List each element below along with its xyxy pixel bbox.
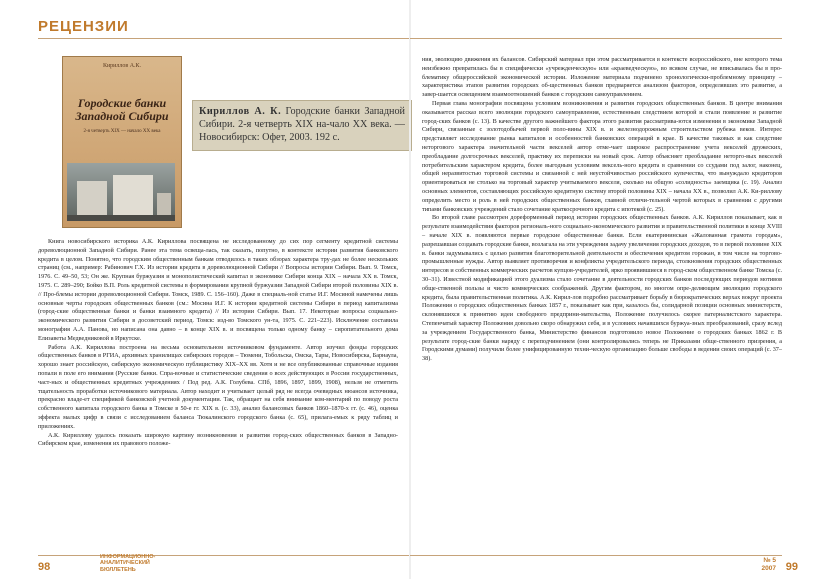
issue-info (762, 557, 776, 573)
cover-photo (67, 163, 175, 221)
brand-line: АНАЛИТИЧЕСКИЙ (100, 560, 150, 566)
left-page-number: 98 (38, 561, 51, 573)
footer-rule (410, 555, 782, 556)
footer-rule (38, 555, 410, 556)
paragraph: Работа А.К. Кириллова построена на весьма основательном источниковом фундаменте. Автор изучил фонды городских общественных банков в РГИА, архивных хранилищах сибирских городов – Тюмени, Тобольска, Омска, Тары, Новосибирска, Барнаула, хорошо знает российскую, сибирскую экономическую публицистику XIX–XX вв. Хотя и не все опубликованные справочные издания попали в поле его внимания (Русские банки. Спра-вочные и статистические сведения о всех действующих в России государственных, част-ных и общественных кредитных учреждениях / Под ред. А.К. Голубева. СПб, 1896, 1897, 1899, 1908), нельзя не отметить тщательность проработки источникового материала. Автор находит и учитывает целый ряд не всегда очевидных нюансов источника, прекрасно владе-ет спецификой банковской учетной документации. Так, обращает на себя внимание ком-ментарий по поводу роста собственного капитала городского банка в Томске в 50-е гг. XIX в. (с. 33), анализ балансовых банков 1860–1870-х гг. (с. 46), оценка эффекта малых цифр в связи с исследованием баланса Тюкалинского городского банка (с. 65), прилага-емых к ряду таблиц и приложениях. (38, 343, 398, 430)
cover-author: Кириллов А.К. (102, 63, 142, 69)
cover-subtitle: 2-я четверть XIX — начало XX века (83, 129, 161, 134)
right-page-number: 99 (785, 561, 798, 573)
paragraph: ния, эволюцию движения их балансов. Сибирский материал при этом рассматривается в контексте всероссийского, вне которого тема неизбежно превратилась бы в специфически «учрежденческую» или «краеведческую», во всяком случае, не вписывалась бы в про-блематику общероссийской экономической истории. Изложение материала подчинено хронологически-проблемному принципу – характеристика этапов развития городских об-щественных банков предваряется анализом факторов, определявших это развитие, а завер-шается освещением взаимоотношений банков с городским самоуправлением. (422, 56, 782, 99)
brand-line: БЮЛЛЕТЕНЬ (100, 566, 136, 573)
right-page (410, 0, 820, 579)
cover-title: Городские банки Западной Сибири (75, 96, 169, 123)
header-rule (38, 38, 410, 39)
paragraph: А.К. Кириллову удалось показать широкую картину возникновения и развития город-ских общественных банков в Западно-Сибирском крае, изменения их правового положе- (38, 431, 398, 448)
right-body-text (422, 56, 782, 364)
journal-brand (100, 554, 155, 574)
paragraph: Во второй главе рассмотрен дореформенный период истории городских общественных банков. А.К. Кириллов показывает, как в результате взаимодействия факторов региональ-ного социально-экономического развития и правительственной политики в конце XVIII – начале XIX в. появляются первые городские общественные банки. Если екатерининская «Жалованная грамота городам», разрешавшая создавать городские банки, возлагала на эти учреждения задачу увеличения городских доходов, то в первой половине XIX в. банки задумывались с целью развития благотворительной деятельности и обеспечения кредитом горожан, в том числе на торгово-промышленные нужды. Автор выявляет противоречия и конфликты учредительского периода, столкновения городских общественных интересов и собственных коммерческих расчетов купцов-учредителей, ярко проявившиеся в город-ском общественном банке Томска (с. 30–31). Известной модификацией этого дуализма стало сочетание в деятельности городских банков последующих периодов мотивов обще-ственной пользы и чисто коммерческих соображений. Другим фактором, во многом опре-деляющим эволюцию городского кредита, была правительственная политика. А.К. Кирил-лов подробно рассматривает борьбу в бюрократических верхах вокруг проекта Положения о городских общественных банках 1857 г., показывает как при, казалось бы, солидарной позиции основных министерств, склонявшихся к принятию идеи свободного предприни-мательства, Положение получилось скорее патерналистского характера. Степенчатый характер Положения довольно скоро обнаружил себя, и в условиях начавшихся буржуа-зных преобразований, сразу вслед за учреждением Государственного банка, Министерство финансов подготовило новое Положение о городских банках 1862 г. В результате город-ские банки наряду с переподчинением (они контролировались теперь не Приказами обще-ственного призрения, а Городскими думами) получили более унифицированную техни-ческую организацию больше свободы в ведении своих операций (с. 37–38). (422, 214, 782, 363)
issue-number: № 5 (763, 557, 776, 564)
issue-year: 2007 (761, 565, 776, 572)
header-rule (410, 38, 782, 39)
bibliography-author: Кириллов А. К. (199, 106, 282, 117)
bibliography-details: Городские банки Западной Сибири. 2-я четверть XIX на-чало XX века. — Новосибирск: Офет, 2003. 192 с. (199, 106, 406, 143)
book-cover-image (62, 56, 182, 228)
brand-line: ИНФОРМАЦИОННО- (100, 553, 156, 560)
section-title: РЕЦЕНЗИИ (38, 18, 129, 35)
paragraph: Книга новосибирского историка А.К. Кириллова посвящена не исследованному до сих пор сегменту кредитной системы дореволюционной Западной Сибири. Ранее эта тема освеща-лась, так сказать, попутно, в контексте истории развития банковского кредита в целом. Понятно, что городским общественным банкам отводилось в таких обзорах характера тру-дах не более нескольких страниц (см., например: Рабинович Г.Х. Из истории кредита в дореволюционной Сибири // Вопросы истории Сибири. Вып. 9. Томск, 1976. С. 49–50, 53; Он же. Крупная буржуазия и монополистический капитал в экономике Сибири конца XIX – начала XX в. Томск, 1975. С. 289–290; Бойко В.П. Роль кредитной системы в формировании крупной буржуазии Западной Сибири второй половины XIX в. // Про-блемы истории дореволюционной Сибири. Томск, 1989. С. 156–160). Даже в специаль-ной статье И.Г. Мосиной намечены лишь основные черты городских общественных банков (см.: Мосина И.Г. К истории кредитной системы Сибири в период капитализма (город-ские общественные банки и банки взаимного кредита) // Из истории Сибири. Вып. 17. Некоторые вопросы социально-экономического развития Сибири в досоветский период. Томск: изд-во Томского ун-та, 1975. С. 221–223). Исключение составила монография А.А. Панова, но написана она давно – в конце XIX в. и посвящена только одному банку – сиропитательного дома Елизаветы Медведниковой в Иркутске. (38, 238, 398, 342)
left-body-text (38, 238, 398, 449)
paragraph: Первая глава монографии посвящена условиям возникновения и развития городских общественных банков. В центре внимания оказывается рассказ всего эволюции городского самоуправления, естественным следствием которой и стали появление и развитие город-ских банков (с. 13). В качестве другого важнейшего фактора этого развития рассматрива-ются изменения в экономике Западной Сибири, связанные с золотодобычей первой поло-вины XIX в. и железнодорожным строительством рубежа веков. Интерес представляет исследование рынка капиталов и особенностей банковских операций в крае. В качестве таковых и как следствие неторгового характера значительной части векселей автор отме-чает широкое распространение учета векселей дружеских, преобладание долгосрочных векселей, практику их переписки на новый срок. Автор объясняет преобладание неторго-вых векселей потребительским характером кредита, более выгодным условиям вексель-ного кредита в сравнении со ссудами под залог, наконец, общей неразвитостью торговой системы и связанной с ней неустойчивостью российского купечества, что вынуждало кредиторов ориентироваться не столько на торговый характер учитываемого векселя, сколько на общую «солидность» заемщика (с. 19). Анализ основных элементов, составляющих российскую кредитную систему второй половины XIX – начала XX в., позволил А.К. Ки-риллову определить место и роль в ней городских общественных банков, главной отличи-тельной чертой которых в сравнении с другими типами банковских учреждений стало сочетание краткосрочного кредита с ипотекой (с. 25). (422, 99, 782, 213)
bibliography-box (192, 100, 412, 151)
